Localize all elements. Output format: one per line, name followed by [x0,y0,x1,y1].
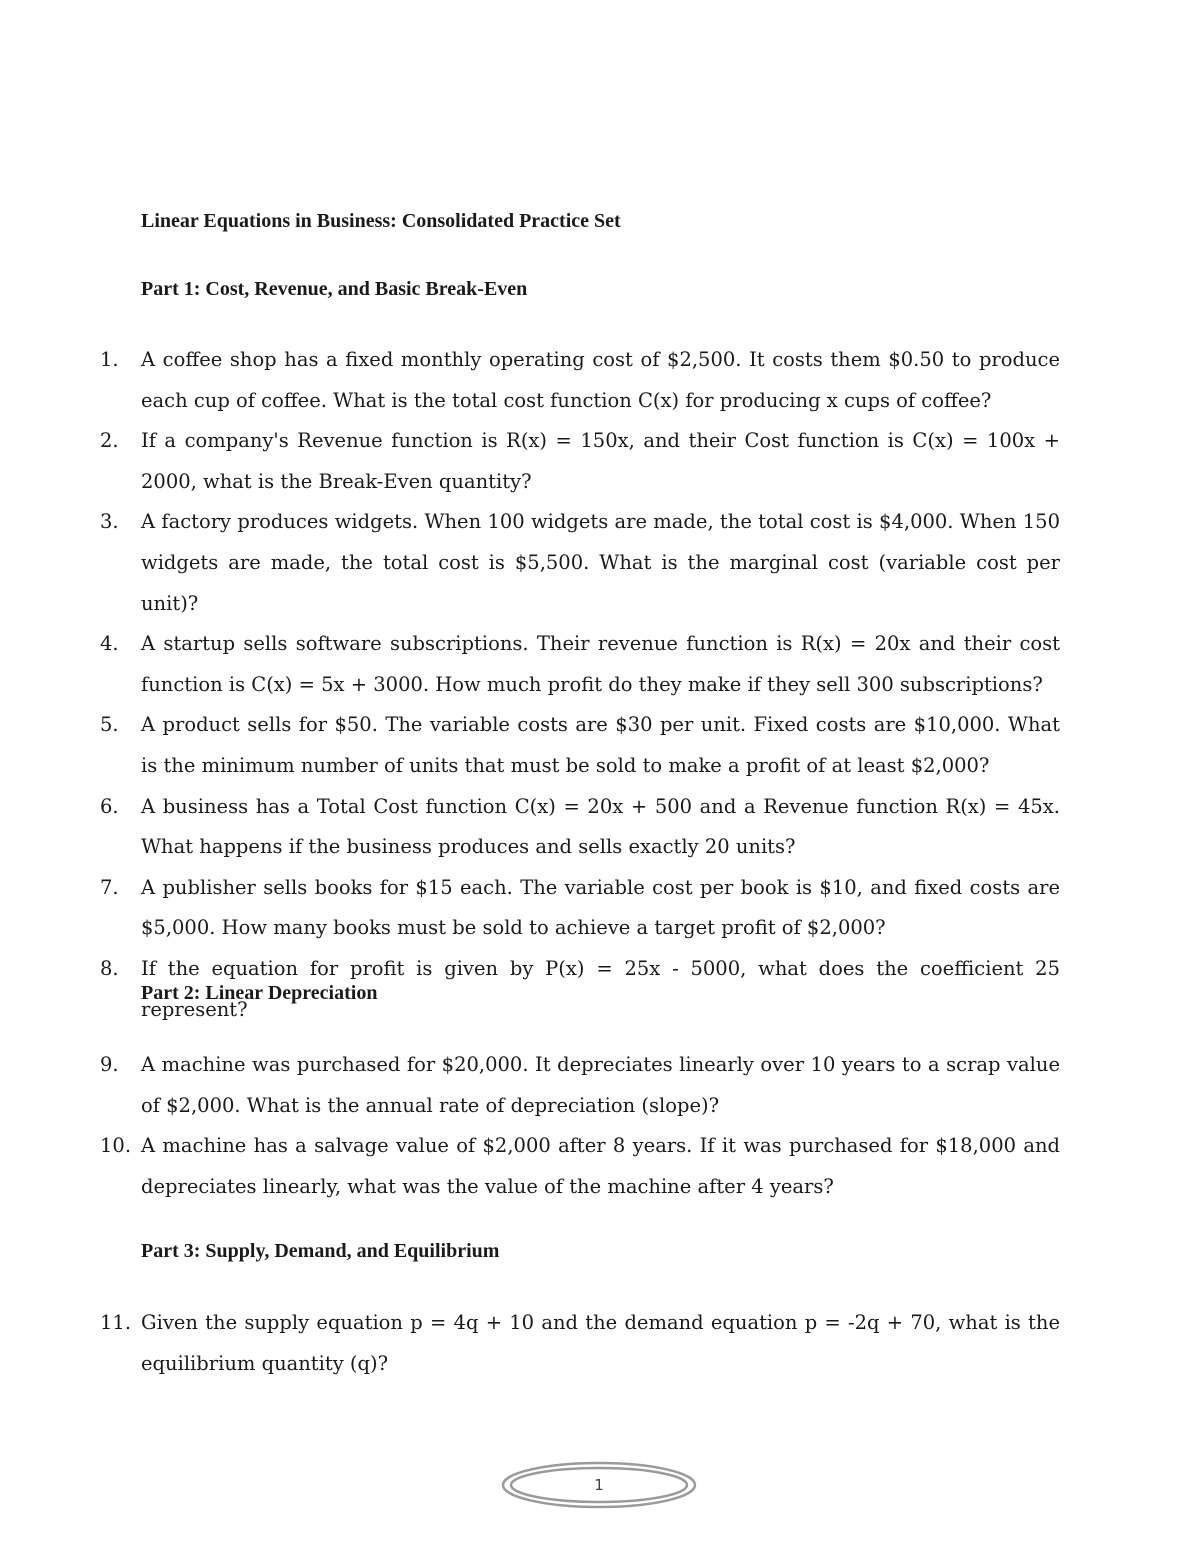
question-text: A product sells for $50. The variable costs are $30 per unit. Fixed costs are $10,000. What is the minimum number of units that must be sold to make a profit of at least $2,000? [141,713,1060,777]
question-item [100,624,1060,705]
question-number: 10. [100,1134,132,1158]
question-number: 1. [100,348,119,371]
question-number: 6. [100,794,119,818]
part-2-heading: Part 2: Linear Depreciation [141,982,378,1004]
question-number: 5. [100,713,119,737]
document-title: Linear Equations in Business: Consolidated Practice Set [141,210,621,232]
question-number: 7. [100,875,119,899]
page-number: 1 [594,1476,604,1494]
question-number: 4. [100,632,119,656]
question-text: A coffee shop has a fixed monthly operating cost of $2,500. It costs them $0.50 to produce each cup of coffee. What is the total cost function C(x) for producing x cups of coffee? [141,348,1060,412]
question-item [100,787,1060,868]
question-number: 11. [100,1311,132,1334]
part-1-question-list [100,340,1060,1030]
question-item [100,1303,1060,1384]
question-text: If a company's Revenue function is R(x) = 150x, and their Cost function is C(x) = 100x + 2000, what is the Break-Even quantity? [141,429,1060,493]
question-item [100,502,1060,624]
question-item [100,1045,1060,1126]
question-item [100,868,1060,949]
part-2-question-list [100,1045,1060,1207]
question-text: A publisher sells books for $15 each. The variable cost per book is $10, and fixed costs are $5,000. How many books must be sold to achieve a target profit of $2,000? [141,875,1060,940]
question-text: If the equation for profit is given by P(x) = 25x - 5000, what does the coefficient 25 represent? [141,956,1060,1021]
question-number: 3. [100,510,119,534]
question-item [100,421,1060,502]
question-item [100,340,1060,421]
question-item [100,1126,1060,1207]
question-text: Given the supply equation p = 4q + 10 and the demand equation p = -2q + 70, what is the equilibrium quantity (q)? [141,1311,1060,1375]
question-text: A machine was purchased for $20,000. It depreciates linearly over 10 years to a scrap value of $2,000. What is the annual rate of depreciation (slope)? [141,1053,1060,1117]
question-text: A business has a Total Cost function C(x) = 20x + 500 and a Revenue function R(x) = 45x. What happens if the business produces and sells exactly 20 units? [141,794,1060,859]
part-3-question-list [100,1303,1060,1384]
question-text: A factory produces widgets. When 100 widgets are made, the total cost is $4,000. When 150 widgets are made, the total cost is $5,500. What is the marginal cost (variable cost per unit)? [141,510,1060,615]
question-item [100,705,1060,786]
part-3-heading: Part 3: Supply, Demand, and Equilibrium [141,1240,500,1262]
question-number: 2. [100,429,119,453]
part-1-heading: Part 1: Cost, Revenue, and Basic Break-Even [141,278,528,300]
page-number-badge [501,1461,697,1509]
question-text: A machine has a salvage value of $2,000 after 8 years. If it was purchased for $18,000 and depreciates linearly, what was the value of the machine after 4 years? [141,1134,1060,1198]
question-number: 9. [100,1053,119,1076]
question-text: A startup sells software subscriptions. Their revenue function is R(x) = 20x and their cost function is C(x) = 5x + 3000. How much profit do they make if they sell 300 subscriptions? [141,632,1060,696]
question-number: 8. [100,956,119,980]
